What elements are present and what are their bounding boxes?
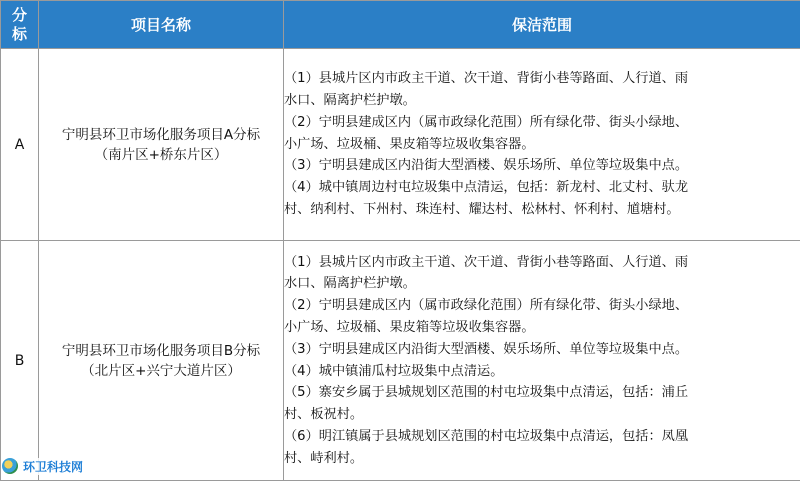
globe-logo-icon — [2, 458, 18, 474]
project-name-line1: 宁明县环卫市场化服务项目B分标 — [39, 341, 283, 361]
scope-line: （2）宁明县建成区内（属市政绿化范围）所有绿化带、街头小绿地、 — [284, 295, 800, 317]
scope-line: （1）县城片区内市政主干道、次干道、背街小巷等路面、人行道、雨 — [284, 68, 800, 90]
watermark-logo — [2, 456, 85, 476]
scope-line: （4）城中镇浦瓜村垃圾集中点清运。 — [284, 361, 800, 383]
section-code: B — [1, 241, 39, 481]
scope-line: （4）城中镇周边村屯垃圾集中点清运，包括：新龙村、北丈村、驮龙 — [284, 177, 800, 199]
scope-line: 村、纳利村、下州村、珠连村、耀达村、松林村、怀利村、馗塘村。 — [284, 199, 800, 221]
project-name — [39, 49, 284, 241]
cleaning-scope — [284, 241, 800, 481]
header-section-code-line1: 分 — [1, 6, 38, 25]
project-name-line2: （北片区+兴宁大道片区） — [39, 361, 283, 381]
header-section-code-line2: 标 — [1, 25, 38, 44]
scope-line: 小广场、垃圾桶、果皮箱等垃圾收集容器。 — [284, 317, 800, 339]
scope-line: 水口、隔离护栏护墩。 — [284, 90, 800, 112]
project-name-line1: 宁明县环卫市场化服务项目A分标 — [39, 125, 283, 145]
scope-line: 水口、隔离护栏护墩。 — [284, 273, 800, 295]
scope-line: （3）宁明县建成区内沿街大型酒楼、娱乐场所、单位等垃圾集中点。 — [284, 339, 800, 361]
scope-line: 村、峙利村。 — [284, 448, 800, 470]
scope-line: （1）县城片区内市政主干道、次干道、背街小巷等路面、人行道、雨 — [284, 252, 800, 274]
project-name — [39, 241, 284, 481]
header-row — [1, 1, 800, 49]
header-project-name: 项目名称 — [39, 1, 284, 49]
scope-line: （3）宁明县建成区内沿街大型酒楼、娱乐场所、单位等垃圾集中点。 — [284, 155, 800, 177]
scope-line: （5）寨安乡属于县城规划区范围的村屯垃圾集中点清运，包括：浦丘 — [284, 382, 800, 404]
project-name-line2: （南片区+桥东片区） — [39, 145, 283, 165]
scope-line: （2）宁明县建成区内（属市政绿化范围）所有绿化带、街头小绿地、 — [284, 112, 800, 134]
scope-line: 小广场、垃圾桶、果皮箱等垃圾收集容器。 — [284, 134, 800, 156]
header-cleaning-scope: 保洁范围 — [284, 1, 800, 49]
scope-line: （6）明江镇属于县城规划区范围的村屯垃圾集中点清运，包括：凤凰 — [284, 426, 800, 448]
table-row — [1, 241, 800, 481]
cleaning-scope — [284, 49, 800, 241]
header-section-code — [1, 1, 39, 49]
table-row — [1, 49, 800, 241]
table-header — [1, 1, 800, 49]
watermark-text: 环卫科技网 — [21, 458, 85, 475]
scope-line: 村、板祝村。 — [284, 404, 800, 426]
section-code: A — [1, 49, 39, 241]
